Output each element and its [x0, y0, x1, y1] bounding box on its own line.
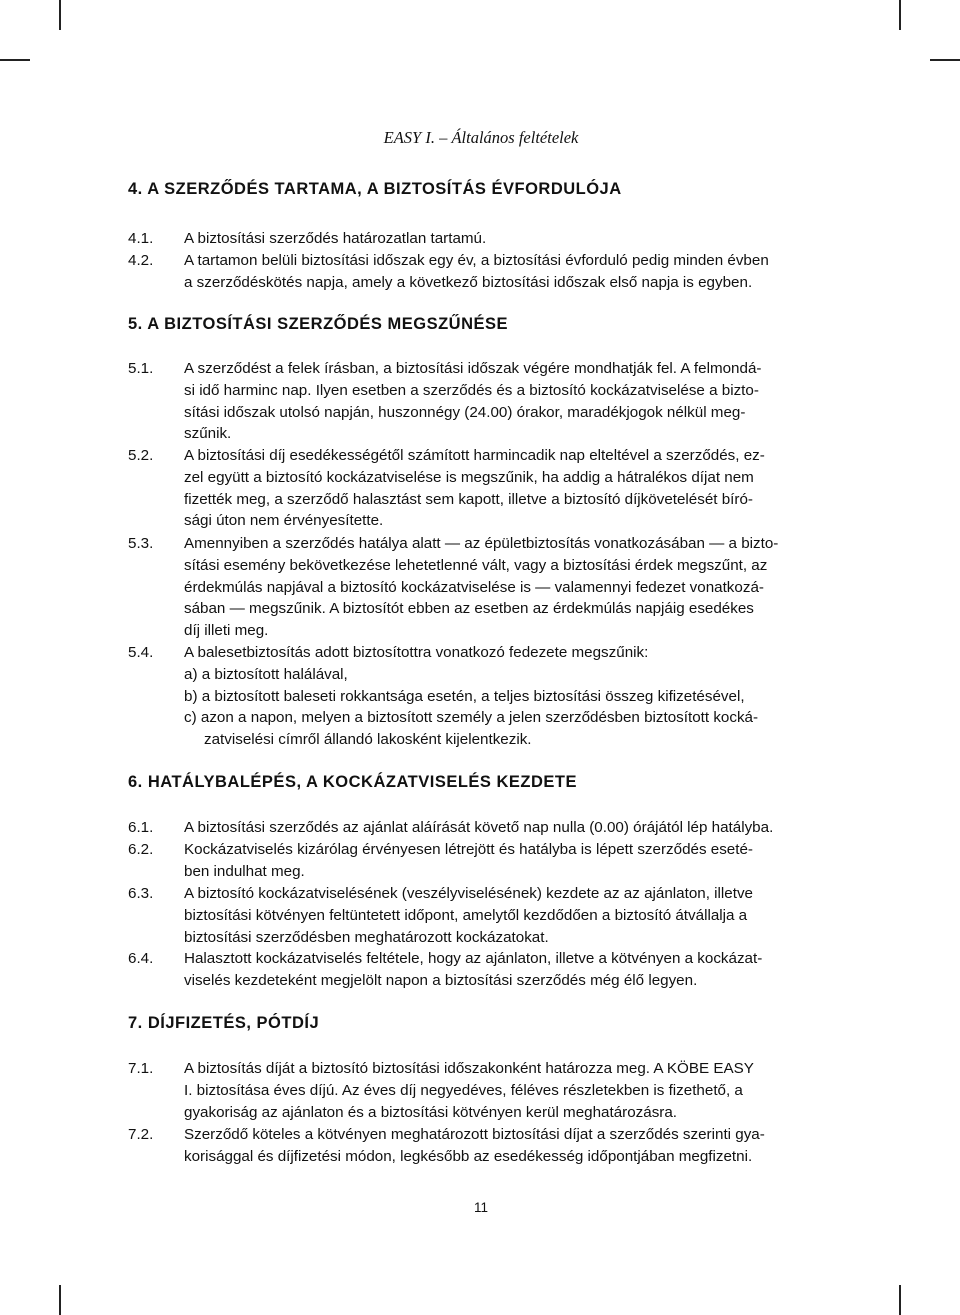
clause-line: biztosítási kötvényen feltüntetett időpont, amelytől kezdődően a biztosító átvállalja a [184, 906, 748, 924]
crop-mark-top-left-vertical [59, 0, 61, 30]
clause-number: 6.1. [128, 819, 154, 836]
clause-number: 5.3. [128, 535, 154, 552]
clause-line: A biztosító kockázatviselésének (veszélyviselésének) kezdete az az ajánlaton, illetve [184, 885, 753, 902]
clause-6-1 [128, 817, 834, 839]
clause-4-1 [128, 228, 834, 250]
clause-number: 5.2. [128, 447, 154, 464]
document-page [128, 0, 834, 1315]
clause-number: 4.2. [128, 252, 154, 269]
clause-line: viselés kezdeteként megjelölt napon a biztosítási szerződés még élő legyen. [184, 971, 698, 989]
clause-5-3 [128, 533, 834, 642]
clause-6-2 [128, 839, 834, 883]
clause-line: A balesetbiztosítás adott biztosítottra vonatkozó fedezete megszűnik: [184, 644, 649, 661]
clause-line: a szerződéskötés napja, amely a következő biztosítási időszak első napja is egyben. [184, 273, 753, 291]
clause-number: 7.1. [128, 1060, 154, 1077]
clause-line: I. biztosítása éves díjú. Az éves díj negyedéves, féléves részletekben is fizethető, a [184, 1081, 743, 1099]
page-number: 11 [473, 1200, 488, 1215]
clause-line: A biztosítási díj esedékességétől számított harmincadik nap elteltével a szerződés, ez- [184, 447, 765, 464]
clause-line: díj illeti meg. [184, 622, 269, 640]
clause-number: 6.2. [128, 841, 154, 858]
clause-6-4 [128, 948, 834, 992]
running-head: EASY I. – Általános feltételek [383, 128, 579, 147]
section-heading-7: 7. DÍJFIZETÉS, PÓTDÍJ [128, 1014, 320, 1032]
clause-line: Szerződő köteles a kötvényen meghatározott biztosítási díjat a szerződés szerinti gya- [184, 1126, 765, 1143]
clause-line: A tartamon belüli biztosítási időszak egy év, a biztosítási évforduló pedig minden évben [184, 252, 769, 269]
clause-number: 6.4. [128, 950, 154, 967]
section-heading-4: 4. A SZERZŐDÉS TARTAMA, A BIZTOSÍTÁS ÉVFORDULÓJA [128, 180, 622, 198]
crop-mark-top-right-vertical [899, 0, 901, 30]
clause-7-2 [128, 1124, 834, 1168]
section-heading-5: 5. A BIZTOSÍTÁSI SZERZŐDÉS MEGSZŰNÉSE [128, 315, 509, 333]
clause-line: sában — megszűnik. A biztosítót ebben az esetben az érdekmúlás napjáig esedékes [184, 600, 754, 618]
clause-line: fizették meg, a szerződő halasztást sem kapott, illetve a biztosító díjkövetelését bíró- [184, 490, 753, 508]
clause-line: sági úton nem érvényesítette. [184, 512, 384, 530]
clause-line: A biztosítási szerződés az ajánlat aláírását követő nap nulla (0.00) órájától lép hatályba. [184, 819, 774, 836]
clause-line: Kockázatviselés kizárólag érvényesen létrejött és hatályba is lépett szerződés eseté- [184, 841, 753, 858]
clause-line: ben indulhat meg. [184, 862, 305, 880]
clause-line: A biztosítás díját a biztosító biztosítási időszakonként határozza meg. A KÖBE EASY [184, 1060, 754, 1077]
clause-line: gyakoriság az ajánlaton és a biztosítási kötvényen kerül meghatározásra. [184, 1103, 678, 1121]
clause-number: 4.1. [128, 230, 154, 247]
clause-line: sítási esemény bekövetkezése lehetetlenné vált, vagy a biztosítási érdek megszűnt, az [184, 556, 768, 574]
crop-mark-bottom-left-vertical [59, 1285, 61, 1315]
list-item-a: a) a biztosított halálával, [184, 665, 348, 683]
clause-5-4 [128, 642, 834, 751]
clause-7-1 [128, 1058, 834, 1123]
clause-line: Amennyiben a szerződés hatálya alatt — az épületbiztosítás vonatkozásában — a bizto- [184, 535, 779, 552]
clause-5-2 [128, 445, 834, 532]
clause-line: sítási időszak utolsó napján, huszonnégy (24.00) órakor, maradékjogok nélkül meg- [184, 403, 746, 421]
clause-4-2 [128, 250, 834, 294]
clause-6-3 [128, 883, 834, 948]
clause-line: zel együtt a biztosító kockázatviselése is megszűnik, ha addig a hátralékos díjat nem [184, 468, 754, 486]
clause-line: si idő harminc nap. Ilyen esetben a szerződés és a biztosító kockázatviselése a bizto- [184, 381, 759, 399]
clause-number: 7.2. [128, 1126, 154, 1143]
section-heading-6: 6. HATÁLYBALÉPÉS, A KOCKÁZATVISELÉS KEZDETE [128, 773, 578, 791]
clause-5-1 [128, 358, 834, 445]
clause-line: biztosítási szerződésben meghatározott kockázatokat. [184, 928, 549, 946]
clause-number: 5.4. [128, 644, 154, 661]
list-item-c-continuation: zatviselési címről állandó lakosként kijelentkezik. [204, 731, 532, 749]
clause-line: szűnik. [184, 425, 232, 443]
crop-mark-top-right-horizontal [930, 59, 960, 61]
clause-line: A szerződést a felek írásban, a biztosítási időszak végére mondhatják fel. A felmondá- [184, 360, 762, 377]
crop-mark-top-left-horizontal [0, 59, 30, 61]
clause-line: érdekmúlás napjával a biztosító kockázatviselése is — valamennyi fedezet vonatkozá- [184, 578, 764, 596]
clause-line: A biztosítási szerződés határozatlan tartamú. [184, 230, 487, 247]
clause-line: korisággal és díjfizetési módon, legkésőbb az esedékesség időpontjában megfizetni. [184, 1147, 753, 1165]
list-item-c: c) azon a napon, melyen a biztosított személy a jelen szerződésben biztosított kocká- [184, 709, 759, 727]
crop-mark-bottom-right-vertical [899, 1285, 901, 1315]
clause-number: 6.3. [128, 885, 154, 902]
list-item-b: b) a biztosított baleseti rokkantsága esetén, a teljes biztosítási összeg kifizetésével, [184, 687, 745, 705]
clause-number: 5.1. [128, 360, 154, 377]
clause-line: Halasztott kockázatviselés feltétele, hogy az ajánlaton, illetve a kötvényen a kockázat- [184, 950, 763, 967]
